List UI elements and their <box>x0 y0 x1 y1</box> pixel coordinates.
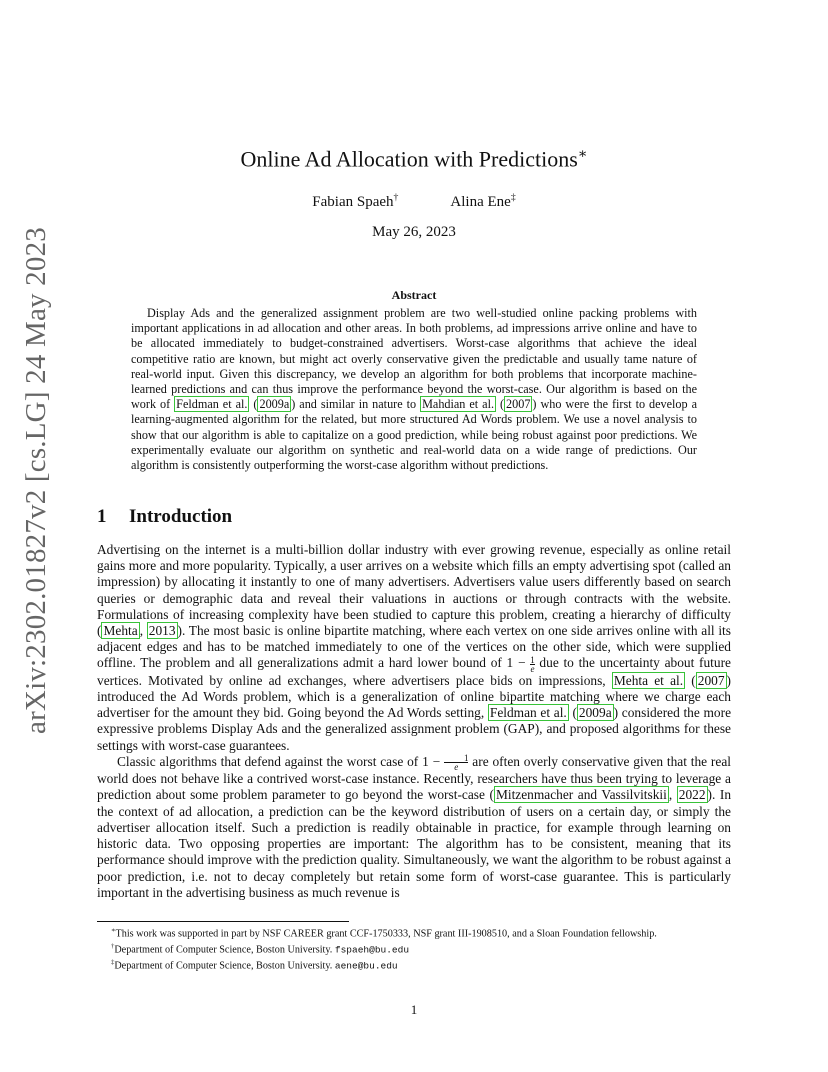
footnote-text: Department of Computer Science, Boston University. <box>114 959 335 971</box>
abstract-body: Display Ads and the generalized assignment problem are two well-studied online packing problems with important applications in ad allocation and other areas. In both problems, ad impressions arrive online and have to be allocated immediately to budget-constrained advertisers. Worst-case algorithms that achieve the ideal competitive ratio are known, but might act overly conservative given the predictable and usually tame nature of real-world input. Given this discrepancy, we develop an algorithm for both problems that incorporate machine-learned predictions and can thus improve the performance beyond the worst-case. Our algorithm is based on the work of Feldman et al. ( 2009a ) and similar in nature to Mahdian et al. ( 2007 ) who were the first to develop a learning-augmented algorithm for the related, but more structured Ad Words problem. We use a novel analysis to show that our algorithm is able to capitalize on a good prediction, while being robust against poor predictions. We experimentally evaluate our algorithm on synthetic and real-world data on a wide range of predictions. Our algorithm is consistently outperforming the worst-case algorithm without predictions. <box>131 306 698 473</box>
abstract-text: Display Ads and the generalized assignment problem are two well-studied online packing problems with important applications in ad allocation and other areas. In both problems, ad impressions arrive online and have to be allocated immediately to budget-constrained advertisers. Worst-case algorithms that achieve the ideal competitive ratio are known, but might act overly conservative given the predictable and usually tame nature of real-world input. Given this discrepancy, we develop an algorithm for both problems that incorporate machine-learned predictions and can thus improve the performance beyond the worst-case. Our algorithm is based on the work of <box>131 306 697 412</box>
author-name: Alina Ene <box>450 194 511 210</box>
author-name: Fabian Spaeh <box>312 194 394 210</box>
citation-link[interactable]: Feldman et al. <box>176 397 248 412</box>
footnote <box>97 957 731 973</box>
arxiv-id: arXiv:2302.01827v2 [cs.LG] 24 May 2023 <box>19 226 52 734</box>
paragraph-text: introduced the Ad Words problem, which is a generalization of online bipartite matching where we charge each advertiser for the amount they bid. Going beyond the Ad Words setting, <box>97 689 731 721</box>
citation-link[interactable]: 2022 <box>678 787 706 803</box>
page-number: 1 <box>410 1002 418 1017</box>
citation-link[interactable]: 2009a <box>259 397 290 412</box>
paragraph-text: Classic algorithms that defend against the worst case of 1 − <box>117 753 444 769</box>
citation-link[interactable]: 2013 <box>148 623 176 639</box>
section-number: 1 <box>97 506 107 527</box>
author-mark: † <box>393 192 399 203</box>
footnote-mark: ∗ <box>111 927 116 934</box>
citation-link[interactable]: Mahdian et al. <box>422 397 494 412</box>
fraction <box>444 754 469 771</box>
fraction-denominator: e <box>530 663 535 674</box>
abstract-text: who were the first to develop a learning-augmented algorithm for the related, but more structured Ad Words problem. We use a novel analysis to show that our algorithm is able to capitalize on a good prediction, while being robust against poor predictions. We experimentally evaluate our algorithm on synthetic and real-world data on a wide range of predictions. Our algorithm is consistently outperforming the worst-case algorithm without predictions. <box>131 397 698 473</box>
footnote-mark: † <box>111 942 115 950</box>
fraction-numerator: 1 <box>444 754 469 763</box>
paragraph: Advertising on the internet is a multi-billion dollar industry with ever growing revenue, especially as online retail gains more and more popularity. Typically, a user arrives on a website which fills an empty advertising spot (called an impression) by allocating it instantly to one of many advertisers. Advertisers value users differently based on search queries or demographic data and reveal their valuations in auctions or through contracts with the website. Formulations of increasing complexity have been studied to capture this problem, creating a hierarchy of difficulty ( Mehta , 2013 ). The most basic is online bipartite matching, where each vertex on one side arrives online with all its adjacent edges and has to be matched immediately to one of the vertices on the other side, which were supplied offline. The problem and all generalizations admit a hard lower bound of 1 − $\frac{1}{e}$ due to the uncertainty about future vertices. Motivated by online ad exchanges, where advertisers place bids on impressions, Mehta et al. ( 2007 ) introduced the Ad Words problem, which is a generalization of online bipartite matching where we charge each advertiser for the amount they bid. Going beyond the Ad Words setting, Feldman et al. ( 2009a ) considered the more expressive problems Display Ads and the generalized assignment problem (GAP), and proposed algorithms for these settings with worst-case guarantees. <box>97 542 732 753</box>
citation-link[interactable]: Mehta et al. <box>613 672 684 688</box>
footnote-text: This work was supported in part by NSF CAREER grant CCF-1750333, NSF grant III-1908510, and a Sloan Foundation fellowship. <box>115 928 657 940</box>
citation-link[interactable]: 2009a <box>578 705 612 721</box>
abstract-text: and similar in nature to <box>295 397 421 412</box>
arxiv-sidebar <box>14 226 58 734</box>
abstract-heading: Abstract <box>391 288 437 302</box>
email-link[interactable]: aene@bu.edu <box>334 959 398 971</box>
author-list <box>0 192 828 211</box>
paragraph-text: due to the uncertainty about future vertices. Motivated by online ad exchanges, where advertisers place bids on impressions, <box>97 655 732 688</box>
paragraph: Classic algorithms that defend against the worst case of 1 − $\frac{1}{e}$ are often overly conservative given that the real world does not behave like a contrived worst-case instance. Recently, researchers have thus been trying to leverage a prediction about some problem parameter to go beyond the worst-case ( Mitzenmacher and Vassilvitskii , 2022 ). In the context of ad allocation, a prediction can be the keyword distribution of users on a certain day, or simply the advertiser allocation itself. Such a prediction is readily obtainable in practice, for example through learning on historic data. Two opposing properties are important: The algorithm has to be consistent, meaning that its performance should improve with the prediction quality. Simultaneously, we want the algorithm to be robust against a poor prediction, i.e. not to decay completely but retain some form of worst-case guarantee. This is particularly important in the advertising business as much revenue is <box>97 753 732 900</box>
paper-title <box>0 146 828 172</box>
fraction-numerator: 1 <box>530 654 535 665</box>
footnote-rule <box>97 921 349 922</box>
section-heading <box>97 506 232 528</box>
paragraph-text: considered the more expressive problems Display Ads and the generalized assignment problem (GAP), and proposed algorithms for these settings with worst-case guarantees. <box>97 705 732 753</box>
footnote <box>97 941 731 957</box>
citation-link[interactable]: Feldman et al. <box>489 705 567 721</box>
paragraph-text: ). In the context of ad allocation, a prediction can be the keyword distribution of users on a certain day, or simply the advertiser allocation itself. Such a prediction is readily obtainable in practice, for example through learning on historic data. Two opposing properties are important: The algorithm has to be consistent, meaning that its performance should improve with the prediction quality. Simultaneously, we want the algorithm to be robust against a poor prediction, i.e. not to decay completely but retain some form of worst-case guarantee. This is particularly important in the advertising business as much revenue is <box>97 787 732 900</box>
author-mark: ‡ <box>510 192 516 203</box>
footnote-mark: ‡ <box>111 958 115 966</box>
footnote-text: Department of Computer Science, Boston University. <box>114 944 335 956</box>
title-footnote-mark: ∗ <box>577 146 588 162</box>
paper-title-text: Online Ad Allocation with Predictions <box>240 146 578 172</box>
citation-link[interactable]: Mehta <box>103 623 138 639</box>
footnotes <box>97 925 731 972</box>
intro-body <box>97 542 731 901</box>
section-title: Introduction <box>129 506 233 527</box>
paper-date: May 26, 2023 <box>372 224 456 240</box>
paragraph-text: Advertising on the internet is a multi-billion dollar industry with ever growing revenue, especially as online retail gains more and more popularity. Typically, a user arrives on a website which fills an empty advertising spot (called an impression) by allocating it instantly to one of many advertisers. Advertisers value users differently based on search queries or demographic data and reveal their valuations in auctions or through contracts with the website. Formulations of increasing complexity have been studied to capture this problem, creating a hierarchy of difficulty ( <box>97 542 731 639</box>
citation-link[interactable]: Mitzenmacher and Vassilvitskii <box>495 787 667 803</box>
email-link[interactable]: fspaeh@bu.edu <box>334 944 410 956</box>
footnote <box>97 925 731 941</box>
paragraph-text: are often overly conservative given that the real world does not behave like a contrived worst-case instance. Recently, researchers have thus been trying to leverage a prediction about some problem parameter to go beyond the worst-case ( <box>97 753 732 803</box>
citation-link[interactable]: 2007 <box>697 672 725 688</box>
paragraph-text: ). The most basic is online bipartite matching, where each vertex on one side arrives online with all its adjacent edges and has to be matched immediately to one of the vertices on the other side, which were supplied offline. The problem and all generalizations admit a hard lower bound of 1 − <box>97 623 731 671</box>
fraction-denominator: e <box>454 762 459 773</box>
citation-link[interactable]: 2007 <box>506 397 531 412</box>
